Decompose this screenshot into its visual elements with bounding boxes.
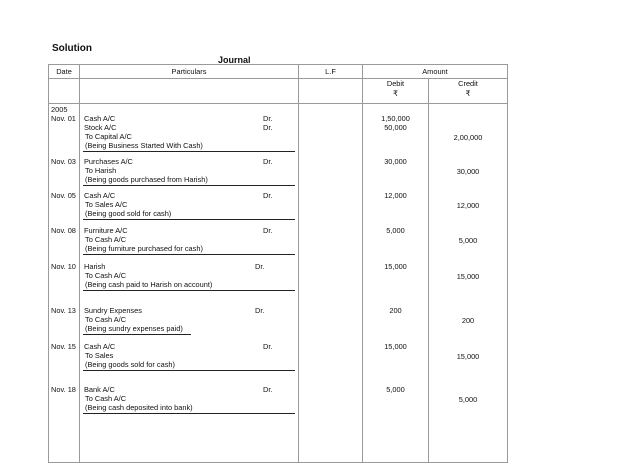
dr-marker: Dr. (255, 306, 265, 315)
particulars-line: (Being furniture purchased for cash) (85, 244, 203, 253)
dr-marker: Dr. (263, 114, 273, 123)
dr-marker: Dr. (263, 123, 273, 132)
journal-title: Journal (218, 55, 251, 65)
particulars-line: (Being goods sold for cash) (85, 360, 175, 369)
dr-marker: Dr. (255, 262, 265, 271)
entry-date: Nov. 03 (51, 157, 76, 166)
amount-header: Amount (363, 65, 508, 79)
debit-amount: 15,000 (384, 342, 407, 351)
dr-marker: Dr. (263, 191, 273, 200)
date-header: Date (49, 65, 80, 79)
particulars-line: To Harish (85, 166, 117, 175)
entry-underline (83, 290, 295, 291)
entry-underline (83, 413, 295, 414)
entry-underline (83, 254, 295, 255)
empty-cell (80, 79, 299, 104)
entry-underline (83, 334, 191, 335)
debit-amount: 5,000 (386, 226, 405, 235)
particulars-line: (Being Business Started With Cash) (85, 141, 203, 150)
subheader-row (49, 79, 508, 104)
lf-column (299, 104, 363, 463)
empty-cell (49, 79, 80, 104)
header-row (49, 65, 508, 79)
debit-amount: 30,000 (384, 157, 407, 166)
debit-label: Debit (386, 79, 405, 88)
dr-marker: Dr. (263, 342, 273, 351)
particulars-line: (Being goods purchased from Harish) (85, 175, 208, 184)
particulars-line: Stock A/C (84, 123, 117, 132)
particulars-line: Harish (84, 262, 106, 271)
credit-column (429, 104, 508, 463)
rupee-symbol: ₹ (393, 89, 398, 98)
debit-amount: 200 (389, 306, 402, 315)
debit-header (363, 79, 429, 104)
lf-header: L.F (299, 65, 363, 79)
entry-underline (83, 185, 295, 186)
credit-header (429, 79, 508, 104)
debit-amount: 12,000 (384, 191, 407, 200)
particulars-line: To Sales (85, 351, 114, 360)
particulars-line: Furniture A/C (84, 226, 128, 235)
credit-amount: 30,000 (456, 167, 480, 176)
entries-row (49, 104, 508, 463)
particulars-line: Purchases A/C (84, 157, 133, 166)
entry-date: Nov. 10 (51, 262, 76, 271)
entry-date: Nov. 05 (51, 191, 76, 200)
debit-column (363, 104, 429, 463)
debit-amount: 1,50,000 (381, 114, 410, 123)
particulars-line: To Cash A/C (85, 315, 127, 324)
debit-amount: 15,000 (384, 262, 407, 271)
credit-amount: 5,000 (458, 395, 478, 404)
particulars-line: To Cash A/C (85, 271, 127, 280)
particulars-line: To Cash A/C (85, 394, 127, 403)
dr-marker: Dr. (263, 157, 273, 166)
credit-amount: 15,000 (456, 272, 480, 281)
debit-amount: 50,000 (384, 123, 407, 132)
entry-date: Nov. 18 (51, 385, 76, 394)
debit-amount: 5,000 (386, 385, 405, 394)
particulars-line: (Being sundry expenses paid) (85, 324, 183, 333)
particulars-line: Sundry Expenses (84, 306, 142, 315)
credit-amount: 5,000 (458, 236, 478, 245)
credit-amount: 200 (461, 316, 475, 325)
entry-underline (83, 370, 295, 371)
empty-cell (299, 79, 363, 104)
dr-marker: Dr. (263, 226, 273, 235)
year-label: 2005 (51, 105, 68, 114)
credit-amount: 2,00,000 (453, 133, 483, 142)
entry-underline (83, 219, 295, 220)
credit-label: Credit (458, 79, 478, 88)
rupee-symbol: ₹ (465, 89, 471, 98)
particulars-column (80, 104, 299, 463)
credit-amount: 15,000 (456, 352, 480, 361)
particulars-line: (Being cash paid to Harish on account) (85, 280, 213, 289)
solution-heading: Solution (52, 43, 92, 54)
entry-date: Nov. 13 (51, 306, 76, 315)
entry-date: Nov. 15 (51, 342, 76, 351)
particulars-line: Cash A/C (84, 114, 116, 123)
particulars-line: Cash A/C (84, 191, 116, 200)
entry-underline (83, 151, 295, 152)
particulars-line: Bank A/C (84, 385, 115, 394)
journal-table (48, 64, 508, 463)
particulars-line: Cash A/C (84, 342, 116, 351)
date-column (49, 104, 80, 463)
credit-amount: 12,000 (456, 201, 480, 210)
particulars-line: (Being good sold for cash) (85, 209, 172, 218)
dr-marker: Dr. (263, 385, 273, 394)
particulars-line: To Cash A/C (85, 235, 127, 244)
particulars-header: Particulars (80, 65, 299, 79)
particulars-line: To Sales A/C (85, 200, 128, 209)
entry-date: Nov. 01 (51, 114, 76, 123)
entry-date: Nov. 08 (51, 226, 76, 235)
particulars-line: (Being cash deposited into bank) (85, 403, 193, 412)
particulars-line: To Capital A/C (85, 132, 132, 141)
